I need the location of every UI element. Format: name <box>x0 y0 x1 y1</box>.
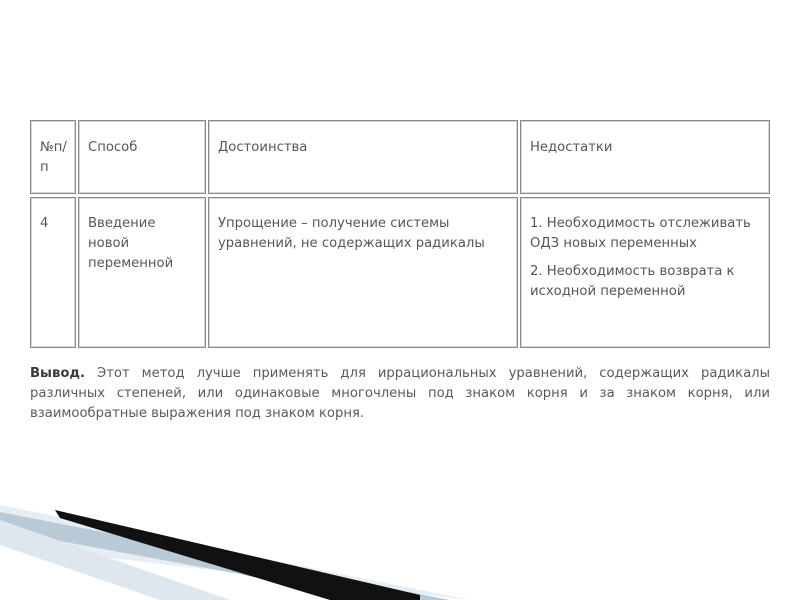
header-number-label: №п/п <box>40 140 67 175</box>
conclusion-text: Этот метод лучше применять для иррациональных уравнений, содержащих радикалы различных степеней, или одинаковые многочлены под знаком корня и за знаком корня, или взаимообратные выражения под знаком корня. <box>30 366 770 421</box>
disadvantage-item: 1. Необходимость отслеживать ОДЗ новых переменных <box>530 216 751 251</box>
conclusion-label: Вывод. <box>30 366 86 381</box>
row-method-value: Введение новой переменной <box>88 216 174 271</box>
header-disadvantages-label: Недостатки <box>530 140 613 155</box>
row-number-value: 4 <box>40 216 49 231</box>
disadvantage-item: 2. Необходимость возврата к исходной переменной <box>530 264 735 299</box>
row-advantages-value: Упрощение – получение системы уравнений, не содержащих радикалы <box>218 216 485 251</box>
header-method-label: Способ <box>88 140 138 155</box>
header-advantages-label: Достоинства <box>218 140 308 155</box>
